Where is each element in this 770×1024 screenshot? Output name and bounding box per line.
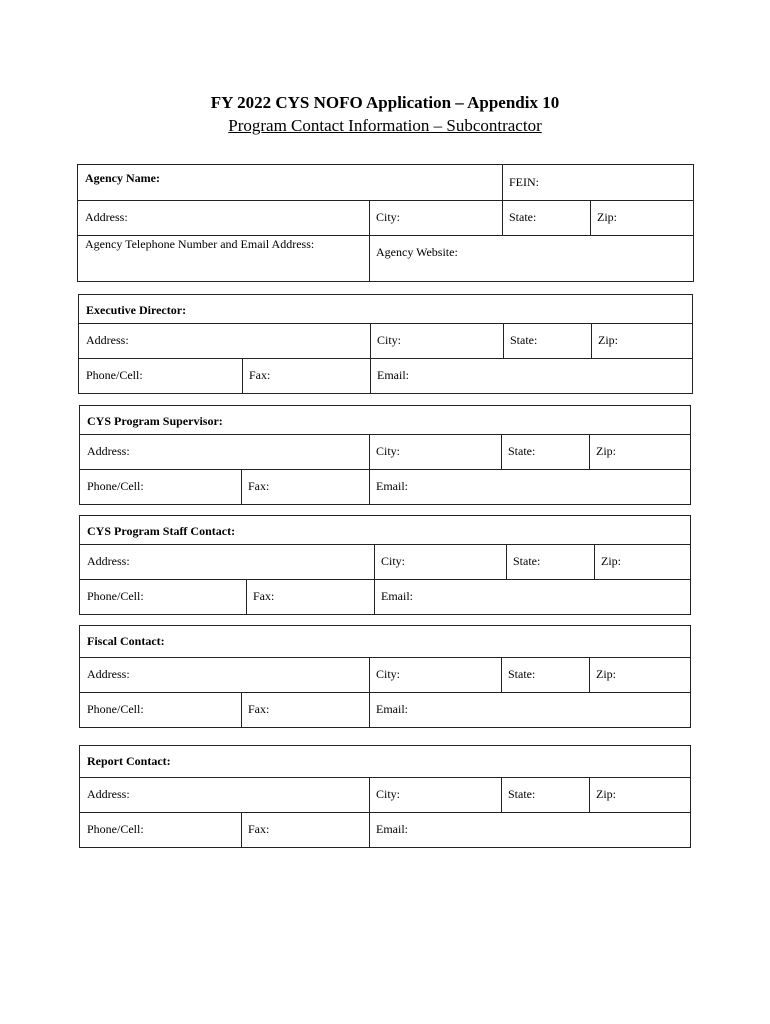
executive-director-city-field[interactable]: City:	[377, 333, 402, 347]
cys-program-supervisor-fax-field[interactable]: Fax:	[248, 479, 270, 493]
report-contact-section	[79, 745, 691, 848]
fiscal-contact-section	[79, 625, 691, 728]
page-title: FY 2022 CYS NOFO Application – Appendix 10	[210, 93, 560, 112]
executive-director-zip-field[interactable]: Zip:	[598, 333, 618, 347]
agency-state-field[interactable]: State:	[509, 210, 537, 224]
agency-section	[77, 164, 694, 282]
cys-program-staff-contact-fax-field[interactable]: Fax:	[253, 589, 275, 603]
cys-program-staff-contact-phone-field[interactable]: Phone/Cell:	[87, 589, 144, 603]
fiscal-contact-address-field[interactable]: Address:	[87, 667, 130, 681]
cys-program-supervisor-phone-field[interactable]: Phone/Cell:	[87, 479, 144, 493]
fiscal-contact-title: Fiscal Contact:	[87, 634, 165, 648]
fiscal-contact-state-field[interactable]: State:	[508, 667, 536, 681]
report-contact-zip-field[interactable]: Zip:	[596, 787, 616, 801]
executive-director-section	[78, 294, 693, 394]
report-contact-address-field[interactable]: Address:	[87, 787, 130, 801]
agency-city-field[interactable]: City:	[376, 210, 401, 224]
executive-director-email-field[interactable]: Email:	[377, 368, 409, 382]
fiscal-contact-fax-field[interactable]: Fax:	[248, 702, 270, 716]
fiscal-contact-city-field[interactable]: City:	[376, 667, 401, 681]
fein-field[interactable]: FEIN:	[509, 175, 539, 189]
cys-program-supervisor-state-field[interactable]: State:	[508, 444, 536, 458]
report-contact-email-field[interactable]: Email:	[376, 822, 408, 836]
executive-director-state-field[interactable]: State:	[510, 333, 538, 347]
cys-program-staff-contact-title: CYS Program Staff Contact:	[87, 524, 236, 538]
report-contact-fax-field[interactable]: Fax:	[248, 822, 270, 836]
cys-program-supervisor-zip-field[interactable]: Zip:	[596, 444, 616, 458]
report-contact-phone-field[interactable]: Phone/Cell:	[87, 822, 144, 836]
cys-program-staff-contact-city-field[interactable]: City:	[381, 554, 406, 568]
agency-phone-email-field[interactable]: Agency Telephone Number and Email Address:	[85, 237, 315, 251]
executive-director-title: Executive Director:	[86, 303, 187, 317]
agency-website-field[interactable]: Agency Website:	[376, 245, 458, 259]
executive-director-fax-field[interactable]: Fax:	[249, 368, 271, 382]
agency-address-field[interactable]: Address:	[85, 210, 128, 224]
page-subtitle: Program Contact Information – Subcontractor	[228, 116, 542, 135]
fiscal-contact-zip-field[interactable]: Zip:	[596, 667, 616, 681]
executive-director-address-field[interactable]: Address:	[86, 333, 129, 347]
fiscal-contact-email-field[interactable]: Email:	[376, 702, 408, 716]
cys-program-staff-contact-zip-field[interactable]: Zip:	[601, 554, 621, 568]
report-contact-city-field[interactable]: City:	[376, 787, 401, 801]
report-contact-state-field[interactable]: State:	[508, 787, 536, 801]
cys-program-staff-contact-address-field[interactable]: Address:	[87, 554, 130, 568]
cys-program-supervisor-email-field[interactable]: Email:	[376, 479, 408, 493]
fiscal-contact-phone-field[interactable]: Phone/Cell:	[87, 702, 144, 716]
cys-program-staff-contact-email-field[interactable]: Email:	[381, 589, 413, 603]
report-contact-title: Report Contact:	[87, 754, 171, 768]
cys-program-supervisor-section	[79, 405, 691, 505]
cys-program-staff-contact-state-field[interactable]: State:	[513, 554, 541, 568]
cys-program-supervisor-address-field[interactable]: Address:	[87, 444, 130, 458]
executive-director-phone-field[interactable]: Phone/Cell:	[86, 368, 143, 382]
cys-program-staff-contact-section	[79, 515, 691, 615]
agency-zip-field[interactable]: Zip:	[597, 210, 617, 224]
cys-program-supervisor-city-field[interactable]: City:	[376, 444, 401, 458]
cys-program-supervisor-title: CYS Program Supervisor:	[87, 414, 223, 428]
agency-name-field[interactable]: Agency Name:	[85, 171, 160, 185]
